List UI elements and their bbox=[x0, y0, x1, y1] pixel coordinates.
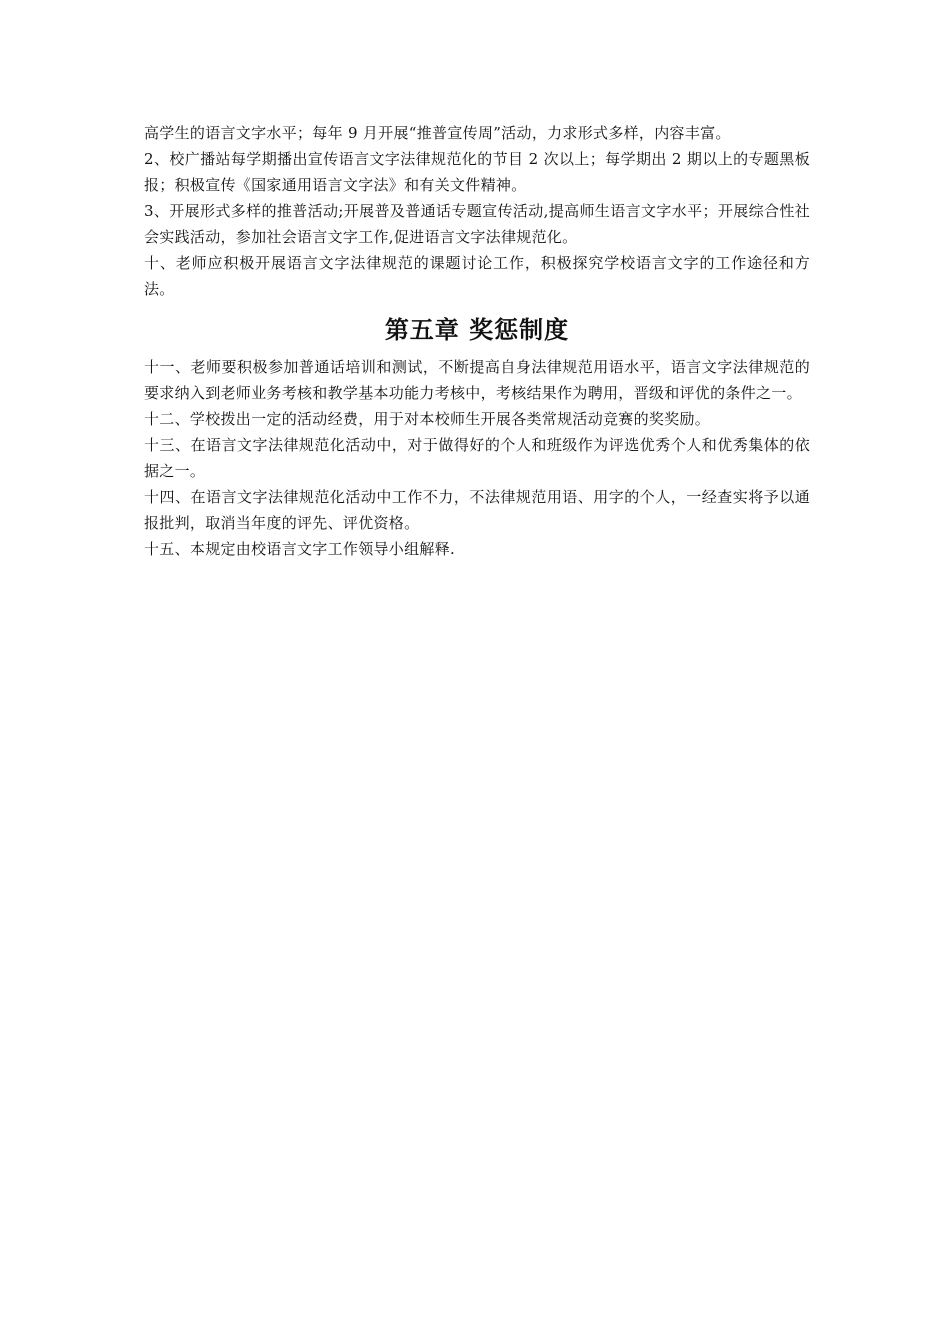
paragraph-article-14: 十四、在语言文字法律规范化活动中工作不力，不法律规范用语、用字的个人，一经查实将予以通报批判，取消当年度的评先、评优资格。 bbox=[144, 488, 810, 532]
paragraph-article-15: 十五、本规定由校语言文字工作领导小组解释. bbox=[144, 540, 456, 558]
paragraph-activities: 3、开展形式多样的推普活动;开展普及普通话专题宣传活动,提高师生语言文字水平；开展综合性社会实践活动，参加社会语言文字工作,促进语言文字法律规范化。 bbox=[144, 202, 810, 246]
paragraph-article-13: 十三、在语言文字法律规范化活动中，对于做得好的个人和班级作为评选优秀个人和优秀集体的依据之一。 bbox=[144, 436, 810, 480]
chapter-title: 第五章 奖惩制度 bbox=[384, 316, 570, 344]
paragraph-article-11: 十一、老师要积极参加普通话培训和测试，不断提高自身法律规范用语水平，语言文字法律规范的要求纳入到老师业务考核和教学基本功能力考核中，考核结果作为聘用，晋级和评优的条件之一。 bbox=[144, 358, 810, 402]
paragraph-article-12: 十二、学校拨出一定的活动经费，用于对本校师生开展各类常规活动竞赛的奖奖励。 bbox=[144, 410, 711, 428]
paragraph-broadcast-station: 2、校广播站每学期播出宣传语言文字法律规范化的节目 2 次以上；每学期出 2 期以上的专题黑板报；积极宣传《国家通用语言文字法》和有关文件精神。 bbox=[144, 150, 810, 194]
paragraph-promotion-week: 高学生的语言文字水平；每年 9 月开展“推普宣传周”活动，力求形式多样，内容丰富。 bbox=[144, 124, 731, 142]
document-page bbox=[144, 120, 810, 562]
paragraph-article-10: 十、老师应积极开展语言文字法律规范的课题讨论工作，积极探究学校语言文字的工作途径和方法。 bbox=[144, 254, 810, 298]
